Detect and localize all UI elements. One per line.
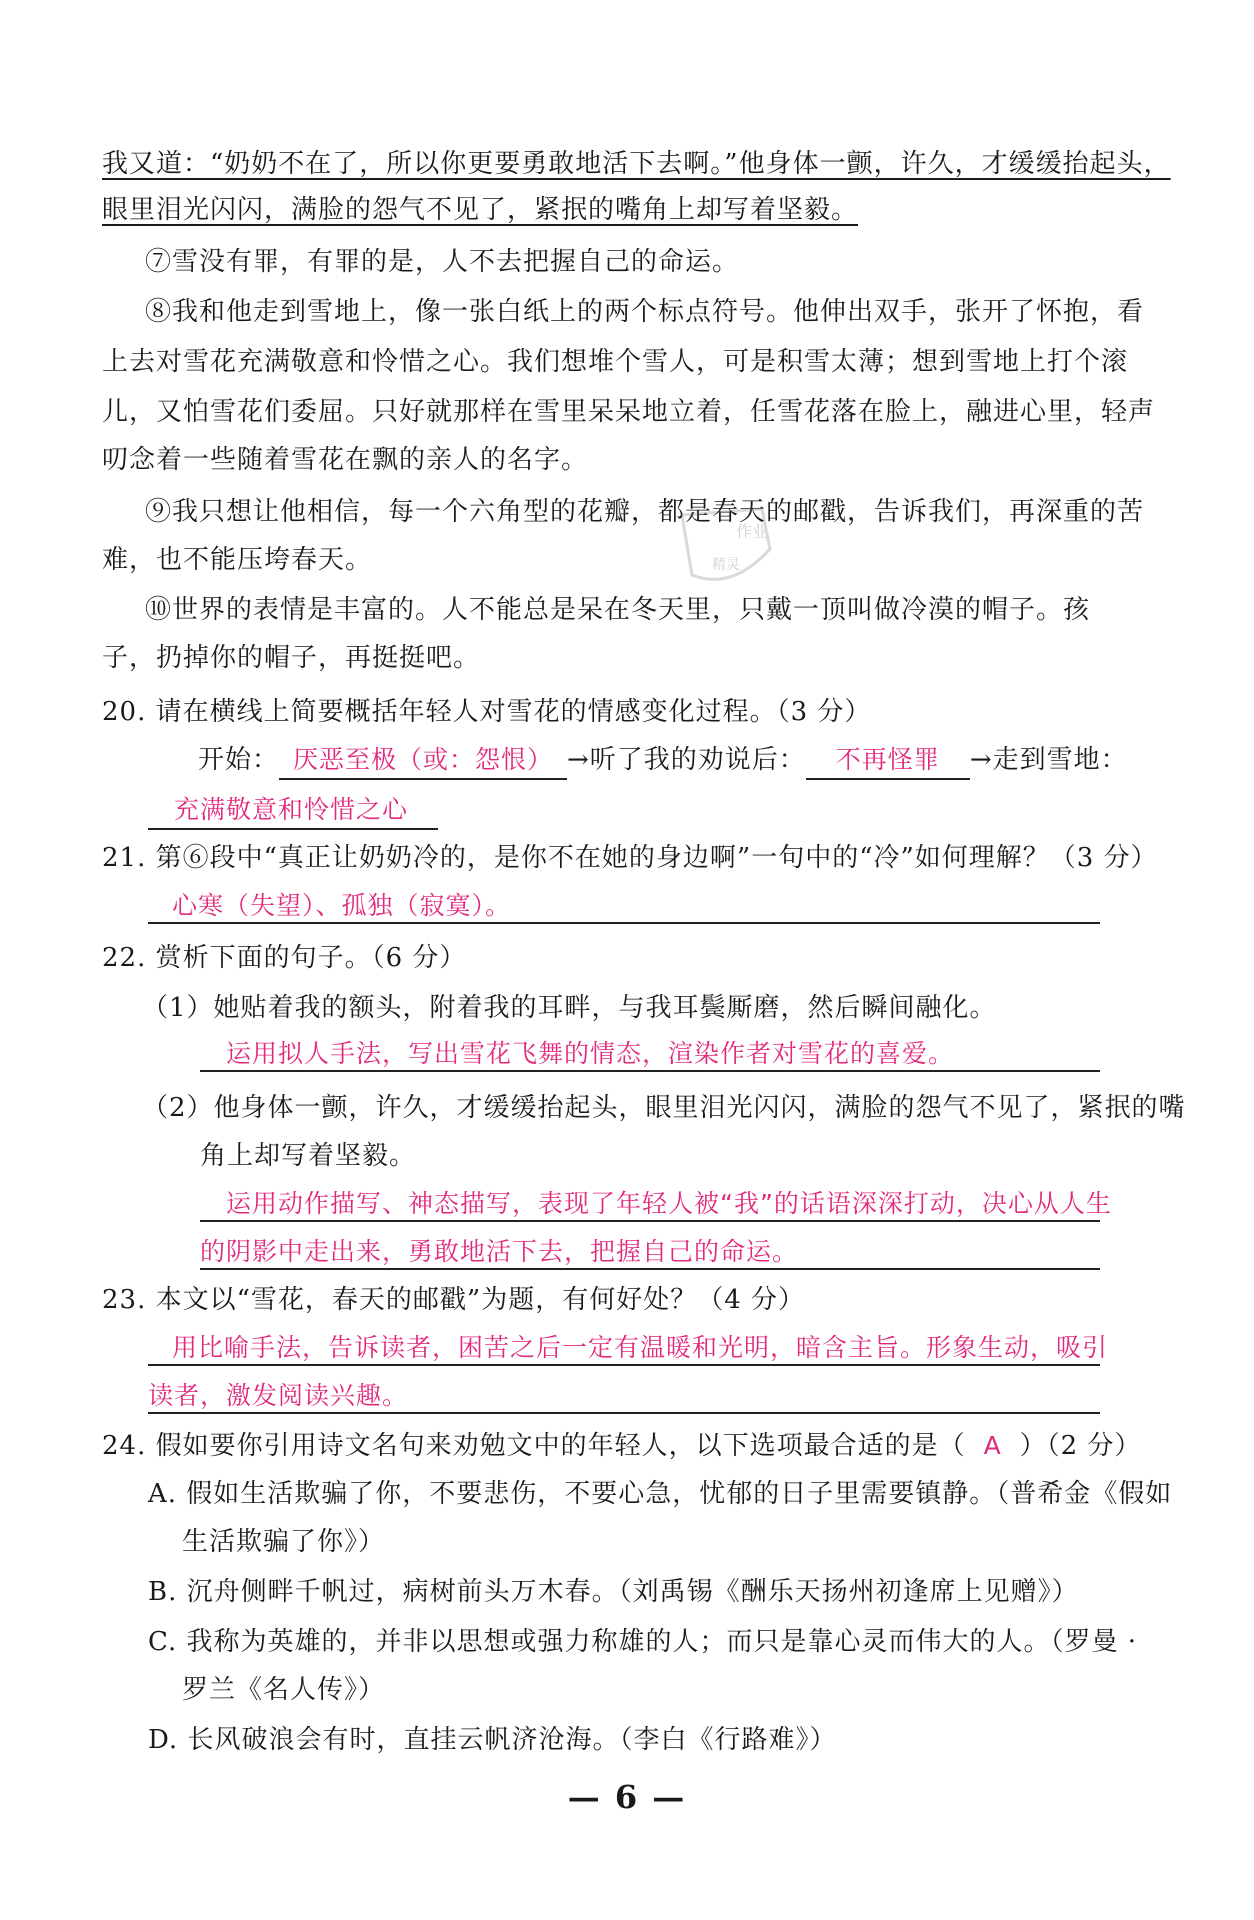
paragraph-9-line-1: ⑨我只想让他相信，每一个六角型的花瓣，都是春天的邮戳，告诉我们，再深重的苦 (145, 497, 1145, 527)
paragraph-7: ⑦雪没有罪，有罪的是，人不去把握自己的命运。 (145, 247, 740, 277)
q20-answer-start[interactable]: 厌恶至极（或：怨恨） (279, 742, 567, 780)
paragraph-10-line-2: 子，扔掉你的帽子，再挺挺吧。 (102, 643, 481, 673)
page-number: — 6 — (567, 1778, 687, 1816)
q24-option-a-line-1: A. 假如生活欺骗了你，不要悲伤，不要心急，忧郁的日子里需要镇静。（普希金《假如 (148, 1479, 1173, 1509)
q24-stem-post: ）（2 分） (1019, 1431, 1142, 1461)
question-21: 21. 第⑥段中“真正让奶奶冷的，是你不在她的身边啊”一句中的“冷”如何理解？（3 分） (102, 843, 1158, 873)
q23-answer-line-1[interactable]: 用比喻手法，告诉读者，困苦之后一定有温暖和光明，暗含主旨。形象生动，吸引 (172, 1333, 1109, 1362)
q22-sentence-1: （1）她贴着我的额头，附着我的耳畔，与我耳鬓厮磨，然后瞬间融化。 (142, 993, 997, 1023)
q22-sentence-2-line-2: 角上却写着坚毅。 (200, 1141, 417, 1171)
paragraph-8-line-1: ⑧我和他走到雪地上，像一张白纸上的两个标点符号。他伸出双手，张开了怀抱，看 (145, 297, 1145, 327)
q24-option-d: D. 长风破浪会有时，直挂云帆济沧海。（李白《行路难》） (148, 1725, 837, 1755)
q20-label-after: →听了我的劝说后： (567, 745, 806, 775)
q20-label-snow: →走到雪地： (969, 745, 1128, 775)
q23-answer-line-2[interactable]: 读者，激发阅读兴趣。 (148, 1381, 409, 1410)
q22-answer-2-line-1[interactable]: 运用动作描写、神态描写，表现了年轻人被“我”的话语深深打动，决心从人生 (226, 1189, 1112, 1218)
q20-answer-snow[interactable]: 充满敬意和怜惜之心 (148, 792, 438, 830)
q22-answer-2-underline-2 (200, 1268, 1100, 1270)
q22-answer-1-line (200, 1070, 1100, 1072)
q24-option-c-line-2: 罗兰《名人传》） (182, 1675, 386, 1705)
question-20: 20. 请在横线上简要概括年轻人对雪花的情感变化过程。（3 分） (102, 697, 872, 727)
q24-option-a-line-2: 生活欺骗了你》） (182, 1527, 386, 1557)
q23-answer-underline-2 (148, 1412, 1100, 1414)
stamp-top-text: 作业 (736, 522, 769, 541)
question-22: 22. 赏析下面的句子。（6 分） (102, 943, 467, 973)
q24-option-c-line-1: C. 我称为英雄的，并非以思想或强力称雄的人；而只是靠心灵而伟大的人。（罗曼 · (148, 1627, 1138, 1657)
q20-label-start: 开始： (198, 745, 280, 775)
paragraph-8-line-2: 上去对雪花充满敬意和怜惜之心。我们想堆个雪人，可是积雪太薄；想到雪地上打个滚 (102, 347, 1129, 377)
q20-answer-after[interactable]: 不再怪罪 (806, 742, 970, 780)
q21-answer-line (148, 922, 1100, 924)
q20-answer-snow-row (148, 792, 1148, 830)
q21-answer[interactable]: 心寒（失望）、孤独（寂寞）。 (172, 891, 512, 920)
watermark-stamp (662, 505, 780, 595)
q22-sentence-2-line-1: （2）他身体一颤，许久，才缓缓抬起头，眼里泪光闪闪，满脸的怨气不见了，紧抿的嘴 (142, 1093, 1186, 1123)
q20-answer-row (198, 742, 1198, 780)
paragraph-8-line-4: 叨念着一些随着雪花在飘的亲人的名字。 (102, 445, 589, 475)
q22-answer-2-line-2[interactable]: 的阴影中走出来，勇敢地活下去，把握自己的命运。 (200, 1237, 799, 1266)
q24-stem-pre: 24. 假如要你引用诗文名句来劝勉文中的年轻人，以下选项最合适的是（ (102, 1431, 966, 1461)
q22-answer-2-underline-1 (200, 1220, 1100, 1222)
paragraph-9-line-2: 难，也不能压垮春天。 (102, 545, 373, 575)
paragraph-10-line-1: ⑩世界的表情是丰富的。人不能总是呆在冬天里，只戴一顶叫做冷漠的帽子。孩 (145, 595, 1091, 625)
passage-line-2: 眼里泪光闪闪，满脸的怨气不见了，紧抿的嘴角上却写着坚毅。 (102, 195, 859, 225)
question-23: 23. 本文以“雪花，春天的邮戳”为题，有何好处？（4 分） (102, 1285, 806, 1315)
paragraph-8-line-3: 儿，又怕雪花们委屈。只好就那样在雪里呆呆地立着，任雪花落在脸上，融进心里，轻声 (102, 397, 1156, 427)
q22-answer-1[interactable]: 运用拟人手法，写出雪花飞舞的情态，渲染作者对雪花的喜爱。 (226, 1039, 955, 1068)
q24-answer[interactable]: A (983, 1431, 1002, 1460)
passage-line-1: 我又道：“奶奶不在了，所以你更要勇敢地活下去啊。”他身体一颤，许久，才缓缓抬起头， (102, 149, 1171, 179)
question-24 (102, 1428, 1142, 1464)
q24-option-b: B. 沉舟侧畔千帆过，病树前头万木春。（刘禹锡《酬乐天扬州初逢席上见赠》） (148, 1577, 1079, 1607)
stamp-bottom-text: 精灵 (712, 557, 740, 573)
q23-answer-underline-1 (148, 1364, 1100, 1366)
